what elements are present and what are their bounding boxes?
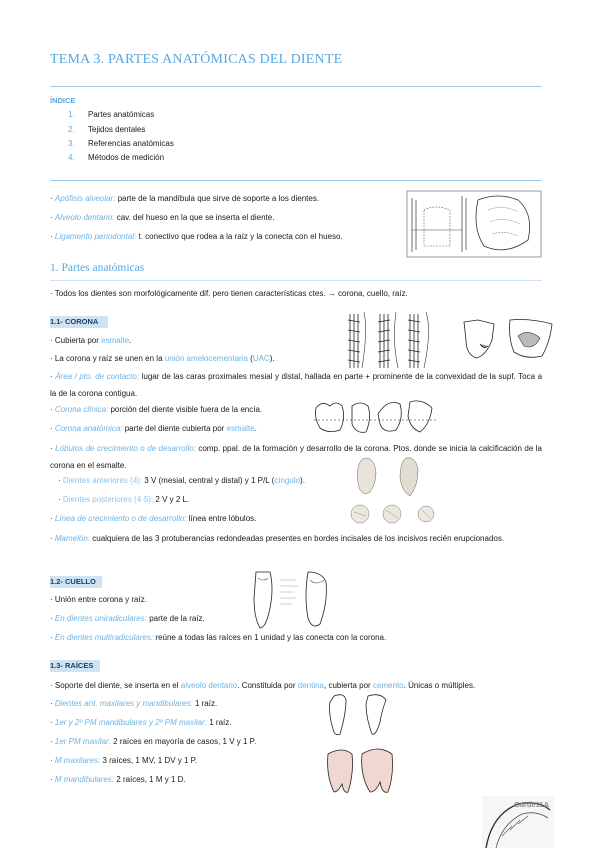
corona-subline: · Dientes anteriores (4): 3 V (mesial, central y distal) y 1 P/L (cíngulo). (58, 476, 305, 485)
subsection-heading: 1.1- CORONA (50, 316, 108, 328)
index-divider (50, 180, 542, 181)
raices-item: · Dientes ant. maxilares y mandibulares: 1 raíz. (50, 699, 218, 708)
subsection-heading: 1.2- CUELLO (50, 576, 102, 588)
corona-lobulos-paragraph: · Lóbulos de crecimiento o de desarrollo: comp. ppal. de la formación y desarrollo de la corona. Ptos. donde se inicia la calcificación de la corona en el esmalte. (50, 444, 542, 470)
roots-figure (322, 692, 398, 796)
index-item: 3. Referencias anatómicas (68, 139, 174, 148)
index-item: 2. Tejidos dentales (68, 125, 146, 134)
crown-outline-figure (312, 394, 438, 436)
lobes-teeth-figure (344, 456, 444, 528)
raices-item: · M mandibulares: 2 raíces, 1 M y 1 D. (50, 775, 186, 784)
corona-line: · Corona anatómica: parte del diente cubierta por esmalte. (50, 424, 257, 433)
cuello-line: · Unión entre corona y raíz. (50, 595, 147, 604)
section-intro: · Todos los dientes son morfológicamente dif. pero tienen características ctes. → corona, cuello, raíz. (50, 289, 408, 298)
corona-line: · Corona clínica: porción del diente visible fuera de la encía. (50, 405, 263, 414)
corona-subline: · Dientes posteriores (4-5): 2 V y 2 L. (58, 495, 190, 504)
cuello-figure (250, 568, 338, 634)
watermark-label: Garde11A (514, 800, 550, 809)
page-title: TEMA 3. PARTES ANATÓMICAS DEL DIENTE (50, 52, 343, 67)
teeth-sections-figure (344, 310, 448, 372)
corona-line: · Línea de crecimiento o de desarrollo: línea entre lóbulos. (50, 514, 257, 523)
raices-item: · 1er PM maxilar: 2 raíces en mayoría de casos, 1 V y 1 P. (50, 737, 257, 746)
section-heading: 1. Partes anatómicas (50, 262, 145, 274)
index-item: 1. Partes anatómicas (68, 110, 155, 119)
raices-item: · M maxilares: 3 raíces, 1 MV, 1 DV y 1 P. (50, 756, 198, 765)
subsection-heading: 1.3- RAÍCES (50, 660, 100, 672)
cuello-line: · En dientes uniradiculares: parte de la raíz. (50, 614, 205, 623)
contact-area-figure (460, 316, 556, 362)
index-item: 4. Métodos de medición (68, 153, 165, 162)
index-label: ÍNDICE (50, 96, 76, 105)
alveolar-bone-figure (406, 190, 542, 258)
corona-area-paragraph: · Área / pto. de contacto: lugar de las caras proximales mesial y distal, hallada en parte + prominente de la convexidad de la supf. Toca a la de la corona contigua. (50, 372, 543, 398)
corona-line: · Cubierta por esmalte. (50, 336, 132, 345)
corona-mamelon-paragraph: · Mamelón: cualquiera de las 3 protuberancias redondeadas presentes en bordes incisales de los incisivos recién erupcionados. (50, 534, 505, 543)
intro-line: · Apófisis alveolar: parte de la mandíbula que sirve de soporte a los dientes. (50, 194, 320, 203)
raices-line: · Soporte del diente, se inserta en el alveolo dentario. Constituida por dentina, cubierta por cemento. Únicas o múltiples. (50, 681, 476, 690)
cuello-line: · En dientes multiradiculares: reúne a todas las raíces en 1 unidad y las conecta con la corona. (50, 633, 387, 642)
section-divider (50, 280, 542, 281)
raices-item: · 1er y 2º PM mandibulares y 2º PM maxilar: 1 raíz. (50, 718, 232, 727)
intro-line: · Alveolo dentario: cav. del hueso en la que se inserta el diente. (50, 213, 275, 222)
title-divider (50, 86, 542, 87)
intro-line: · Ligamento periodontal: t. conectivo que rodea a la raíz y la conecta con el hueso. (50, 232, 343, 241)
corona-line: · La corona y raíz se unen en la unión amelocementaria (UAC). (50, 354, 275, 363)
